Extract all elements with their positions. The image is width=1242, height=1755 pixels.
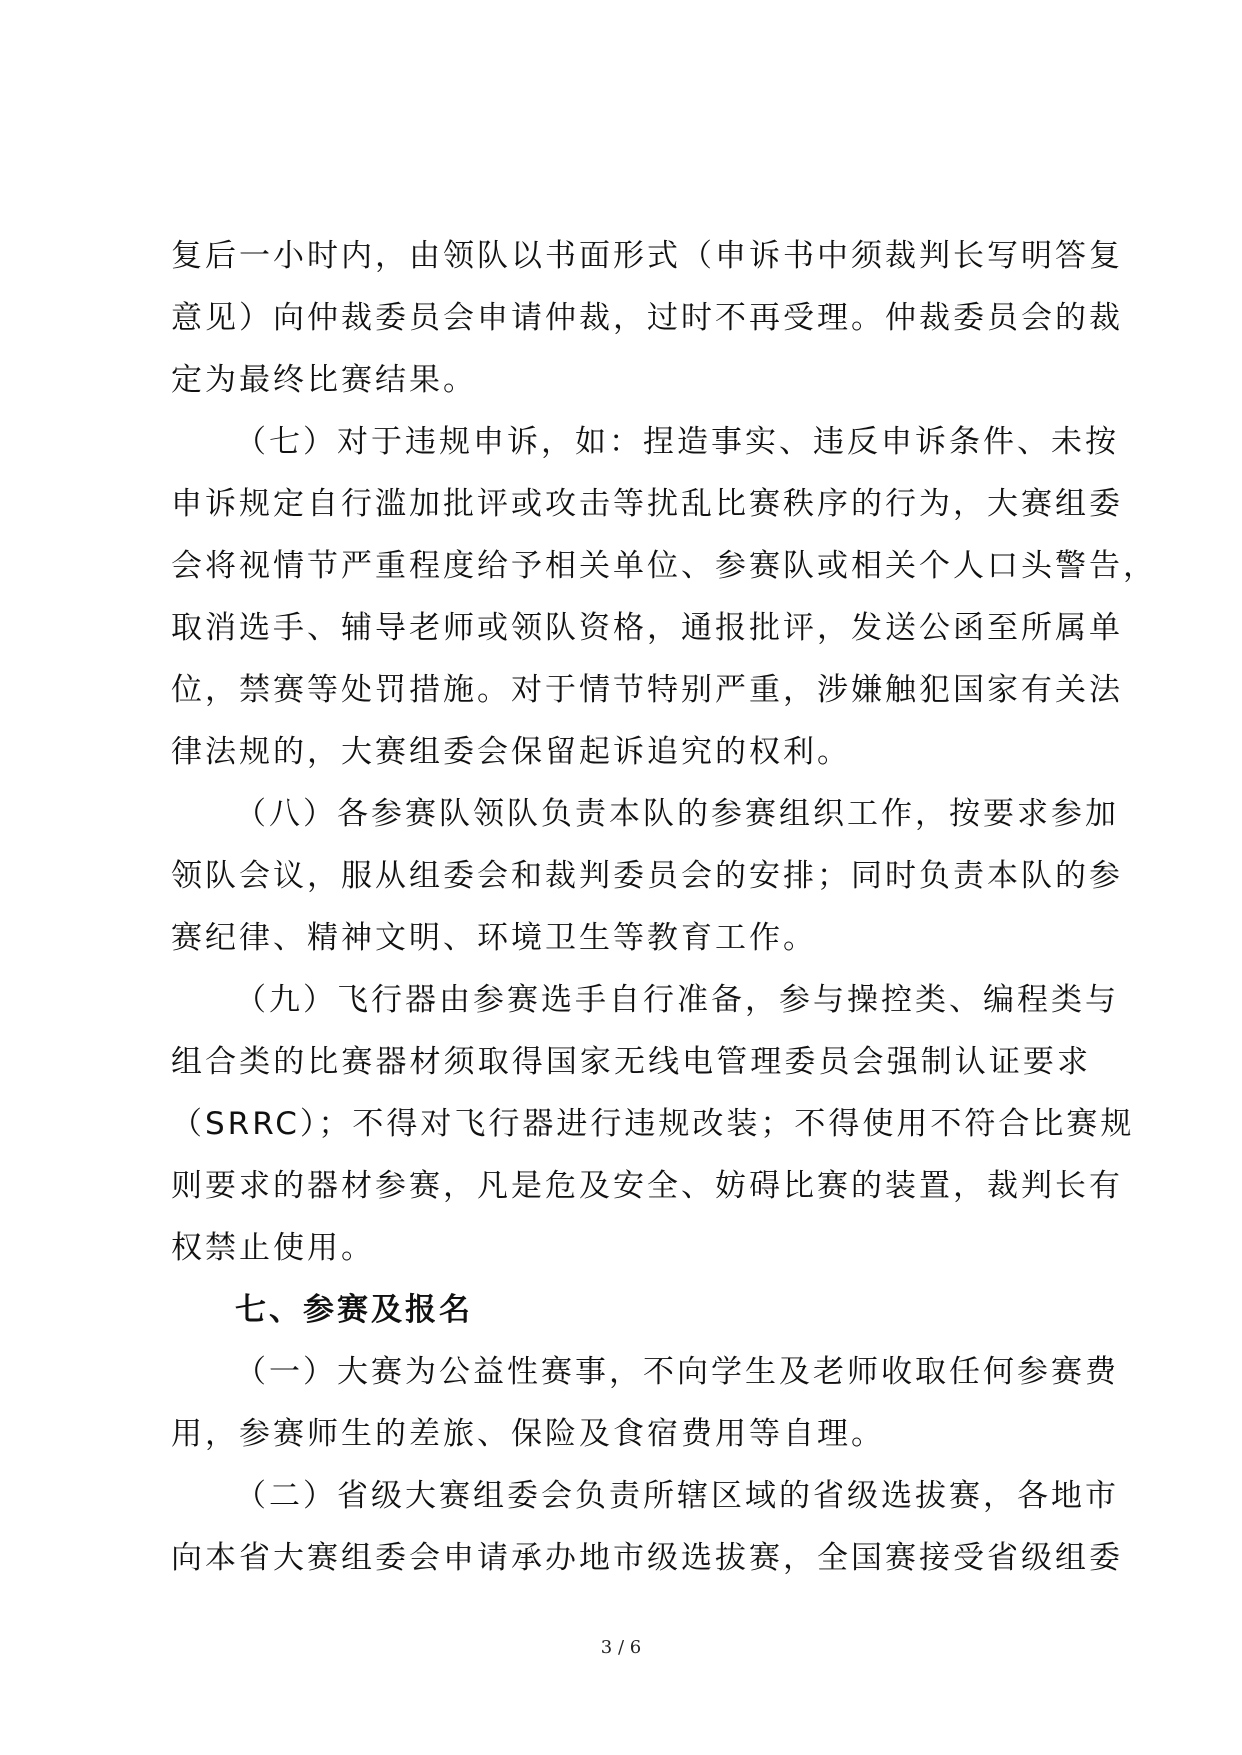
- page-number: 3 / 6: [600, 1637, 642, 1658]
- text-line: 意见）向仲裁委员会申请仲裁，过时不再受理。仲裁委员会的裁: [171, 300, 1123, 336]
- text-line: 用，参赛师生的差旅、保险及食宿费用等自理。: [171, 1416, 885, 1452]
- text-line: （二）省级大赛组委会负责所辖区域的省级选拔赛，各地市: [235, 1478, 1119, 1514]
- text-line: （八）各参赛队领队负责本队的参赛组织工作，按要求参加: [235, 796, 1119, 832]
- text-line: 领队会议，服从组委会和裁判委员会的安排；同时负责本队的参: [171, 858, 1123, 894]
- text-line: （七）对于违规申诉，如：捏造事实、违反申诉条件、未按: [235, 424, 1119, 460]
- text-line: 会将视情节严重程度给予相关单位、参赛队或相关个人口头警告，: [171, 548, 1157, 584]
- text-line: 取消选手、辅导老师或领队资格，通报批评，发送公函至所属单: [171, 610, 1123, 646]
- text-line: 律法规的，大赛组委会保留起诉追究的权利。: [171, 734, 851, 770]
- text-line: 定为最终比赛结果。: [171, 362, 477, 398]
- text-line: （九）飞行器由参赛选手自行准备，参与操控类、编程类与: [235, 982, 1119, 1018]
- section-heading: 七、参赛及报名: [235, 1292, 473, 1328]
- text-line: 权禁止使用。: [171, 1230, 375, 1266]
- text-line: 位，禁赛等处罚措施。对于情节特别严重，涉嫌触犯国家有关法: [171, 672, 1123, 708]
- text-line: （SRRC）；不得对飞行器进行违规改装；不得使用不符合比赛规: [171, 1106, 1135, 1142]
- text-line: 组合类的比赛器材须取得国家无线电管理委员会强制认证要求: [171, 1044, 1091, 1080]
- text-line: 复后一小时内，由领队以书面形式（申诉书中须裁判长写明答复: [171, 238, 1123, 274]
- document-body: [171, 225, 1157, 1589]
- text-line: 赛纪律、精神文明、环境卫生等教育工作。: [171, 920, 817, 956]
- text-line: （一）大赛为公益性赛事，不向学生及老师收取任何参赛费: [235, 1354, 1119, 1390]
- text-line: 则要求的器材参赛，凡是危及安全、妨碍比赛的装置，裁判长有: [171, 1168, 1123, 1204]
- text-line: 申诉规定自行滥加批评或攻击等扰乱比赛秩序的行为，大赛组委: [171, 486, 1123, 522]
- text-line: 向本省大赛组委会申请承办地市级选拔赛，全国赛接受省级组委: [171, 1540, 1123, 1576]
